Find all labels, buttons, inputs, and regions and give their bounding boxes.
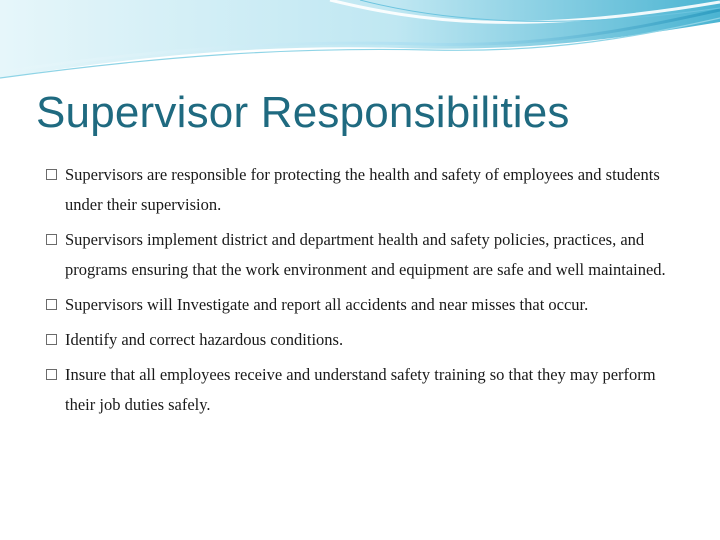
bullet-text: Supervisors implement district and department health and safety policies, practices, and programs ensuring that the work environment and equipment are safe and well maintained. [65, 230, 666, 279]
slide-title: Supervisor Responsibilities [36, 88, 570, 137]
bullet-item [46, 290, 686, 320]
bullet-list [46, 160, 686, 425]
bullet-item [46, 225, 686, 285]
bullet-text: Identify and correct hazardous conditions. [65, 330, 344, 349]
header-wave-decoration [0, 0, 720, 90]
bullet-text: Supervisors are responsible for protecting the health and safety of employees and students under their supervision. [65, 165, 660, 214]
bullet-item [46, 325, 686, 355]
bullet-text: Insure that all employees receive and understand safety training so that they may perform their job duties safely. [65, 365, 656, 414]
bullet-item [46, 160, 686, 220]
bullet-item [46, 360, 686, 420]
bullet-text: Supervisors will Investigate and report all accidents and near misses that occur. [65, 295, 589, 314]
square-bullet-icon [46, 369, 57, 380]
square-bullet-icon [46, 299, 57, 310]
square-bullet-icon [46, 234, 57, 245]
square-bullet-icon [46, 169, 57, 180]
square-bullet-icon [46, 334, 57, 345]
